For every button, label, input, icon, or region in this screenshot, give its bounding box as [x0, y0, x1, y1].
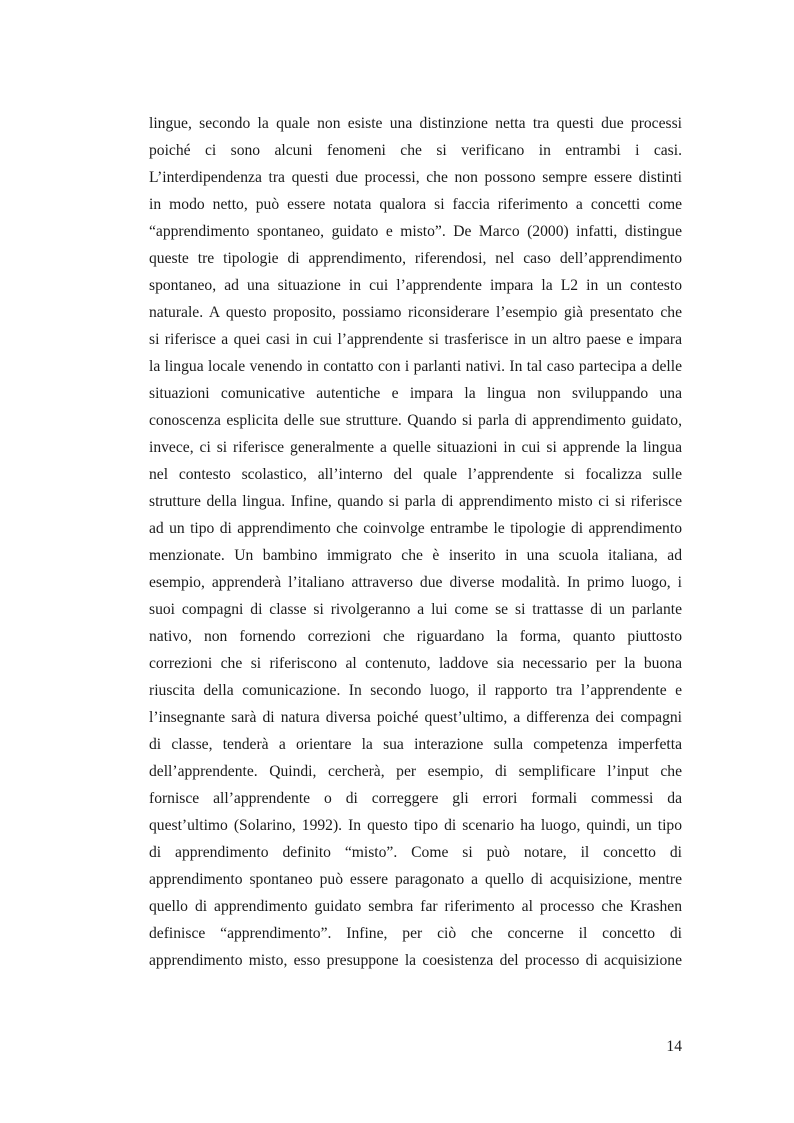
text-line: l’insegnante sarà di natura diversa poiché quest’ultimo, a differenza dei compagni — [149, 709, 682, 726]
text-line: di apprendimento definito “misto”. Come si può notare, il concetto di — [149, 844, 682, 861]
text-line: queste tre tipologie di apprendimento, riferendosi, nel caso dell’apprendimento — [149, 250, 682, 267]
text-line: definisce “apprendimento”. Infine, per ciò che concerne il concetto di — [149, 925, 682, 942]
text-line: suoi compagni di classe si rivolgeranno a lui come se si trattasse di un parlante — [149, 601, 682, 618]
text-line: esempio, apprenderà l’italiano attraverso due diverse modalità. In primo luogo, i — [149, 574, 682, 591]
text-line: conoscenza esplicita delle sue strutture. Quando si parla di apprendimento guidato, — [149, 412, 682, 429]
text-line: nel contesto scolastico, all’interno del quale l’apprendente si focalizza sulle — [149, 466, 682, 483]
page-number: 14 — [666, 1038, 682, 1055]
text-line: L’interdipendenza tra questi due processi, che non possono sempre essere distinti — [149, 169, 682, 186]
body-paragraph — [149, 110, 682, 974]
text-line: menzionate. Un bambino immigrato che è inserito in una scuola italiana, ad — [149, 547, 682, 564]
text-line: nativo, non fornendo correzioni che riguardano la forma, quanto piuttosto — [149, 628, 682, 645]
text-line: dell’apprendente. Quindi, cercherà, per esempio, di semplificare l’input che — [149, 763, 682, 780]
text-line: lingue, secondo la quale non esiste una distinzione netta tra questi due processi — [149, 115, 682, 132]
text-line: in modo netto, può essere notata qualora si faccia riferimento a concetti come — [149, 196, 682, 213]
text-line: quest’ultimo (Solarino, 1992). In questo tipo di scenario ha luogo, quindi, un tipo — [149, 817, 682, 834]
text-line: strutture della lingua. Infine, quando si parla di apprendimento misto ci si riferisce — [149, 493, 682, 510]
text-line: situazioni comunicative autentiche e impara la lingua non sviluppando una — [149, 385, 682, 402]
text-line: quello di apprendimento guidato sembra far riferimento al processo che Krashen — [149, 898, 682, 915]
text-line: la lingua locale venendo in contatto con i parlanti nativi. In tal caso partecipa a delle — [149, 358, 682, 375]
text-line: poiché ci sono alcuni fenomeni che si verificano in entrambi i casi. — [149, 142, 682, 159]
text-line: correzioni che si riferiscono al contenuto, laddove sia necessario per la buona — [149, 655, 682, 672]
text-line: naturale. A questo proposito, possiamo riconsiderare l’esempio già presentato che — [149, 304, 682, 321]
text-line: si riferisce a quei casi in cui l’apprendente si trasferisce in un altro paese e impara — [149, 331, 682, 348]
text-line: ad un tipo di apprendimento che coinvolge entrambe le tipologie di apprendimento — [149, 520, 682, 537]
text-line: fornisce all’apprendente o di correggere gli errori formali commessi da — [149, 790, 682, 807]
text-line: invece, ci si riferisce generalmente a quelle situazioni in cui si apprende la lingua — [149, 439, 682, 456]
text-line: riuscita della comunicazione. In secondo luogo, il rapporto tra l’apprendente e — [149, 682, 682, 699]
text-line: “apprendimento spontaneo, guidato e misto”. De Marco (2000) infatti, distingue — [149, 223, 682, 240]
text-line: apprendimento misto, esso presuppone la coesistenza del processo di acquisizione — [149, 952, 682, 969]
text-line: apprendimento spontaneo può essere paragonato a quello di acquisizione, mentre — [149, 871, 682, 888]
text-line: spontaneo, ad una situazione in cui l’apprendente impara la L2 in un contesto — [149, 277, 682, 294]
text-line: di classe, tenderà a orientare la sua interazione sulla competenza imperfetta — [149, 736, 682, 753]
